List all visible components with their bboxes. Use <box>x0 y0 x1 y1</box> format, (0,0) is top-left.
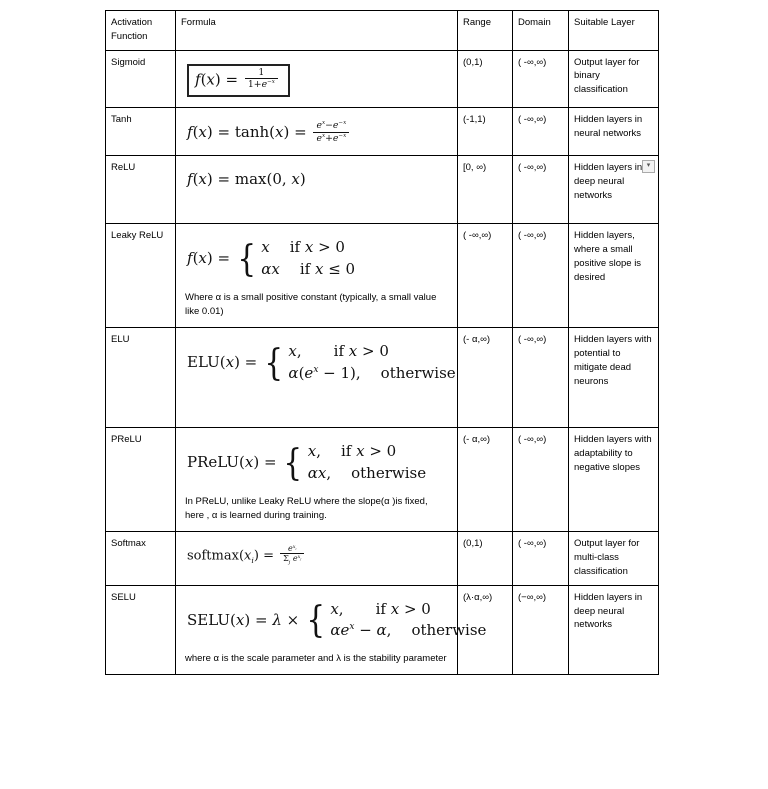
header-suitable-layer: Suitable Layer <box>569 11 659 51</box>
cell-range: (- α,∞) <box>458 328 513 428</box>
formula-relu: f(x) = max(0, x) <box>187 170 306 189</box>
formula-tanh: f(x) = tanh(x) = $\frac{e^x-e^{-x}}{e^x+e^{-x}}$ <box>187 121 452 145</box>
cell-suitable-layer <box>569 156 659 224</box>
header-formula: Formula <box>176 11 458 51</box>
cell-domain: ( -∞,∞) <box>513 328 569 428</box>
cell-suitable-layer: Hidden layers in neural networks <box>569 108 659 156</box>
formula-softmax: $softmax(x_i)$ = $\frac{e^{x_i}}{\Sigma_j e^{x_j}}$ <box>187 545 452 567</box>
table-row <box>106 585 659 675</box>
cell-suitable-layer: Output layer for binary classification <box>569 50 659 108</box>
cell-formula-softmax <box>176 532 458 585</box>
cell-function-name: Tanh <box>106 108 176 156</box>
formula-highlight-box: f(x) = $\frac{1}{1+e^{-x}}$ <box>187 64 290 98</box>
cell-domain: (−∞,∞) <box>513 585 569 675</box>
cell-domain: ( -∞,∞) <box>513 532 569 585</box>
cell-range: (0,1) <box>458 532 513 585</box>
cell-formula-prelu <box>176 428 458 532</box>
formula-leaky-relu: f(x) = { x if x > 0 αx if x ≤ 0 <box>187 237 356 281</box>
cell-function-name: Softmax <box>106 532 176 585</box>
cell-function-name: Leaky ReLU <box>106 224 176 328</box>
formula-sigmoid <box>187 64 452 98</box>
formula-note: In PReLU, unlike Leaky ReLU where the slope(α )is fixed, here , α is learned during training. <box>185 495 428 522</box>
formula-elu: ELU(x) = { x, if x > 0 $\alpha(e^x - 1)$, otherwise <box>187 341 456 385</box>
cell-function-name: SELU <box>106 585 176 675</box>
cell-range: (0,1) <box>458 50 513 108</box>
table-row <box>106 224 659 328</box>
table-header-row <box>106 11 659 51</box>
table-row <box>106 532 659 585</box>
cell-function-name: ELU <box>106 328 176 428</box>
activation-functions-table <box>105 10 659 675</box>
cell-range: (- α,∞) <box>458 428 513 532</box>
cell-formula-elu <box>176 328 458 428</box>
cell-suitable-layer: Hidden layers with adaptability to negative slopes <box>569 428 659 532</box>
table-row <box>106 108 659 156</box>
formula-note: where α is the scale parameter and λ is the stability parameter <box>185 653 447 665</box>
table-row <box>106 328 659 428</box>
cell-suitable-layer: Output layer for multi-class classification <box>569 532 659 585</box>
cell-domain: ( -∞,∞) <box>513 224 569 328</box>
table-row <box>106 428 659 532</box>
table-row <box>106 50 659 108</box>
header-domain: Domain <box>513 11 569 51</box>
cell-formula-sigmoid <box>176 50 458 108</box>
cell-domain: ( -∞,∞) <box>513 50 569 108</box>
cell-formula-relu <box>176 156 458 224</box>
cell-range: (-1,1) <box>458 108 513 156</box>
chevron-down-icon[interactable]: ▾ <box>642 160 655 173</box>
cell-formula-tanh <box>176 108 458 156</box>
cell-suitable-layer: Hidden layers in deep neural networks <box>569 585 659 675</box>
cell-range: (λ·α,∞) <box>458 585 513 675</box>
cell-function-name: Sigmoid <box>106 50 176 108</box>
cell-function-name: PReLU <box>106 428 176 532</box>
table-row <box>106 156 659 224</box>
cell-range: ( -∞,∞) <box>458 224 513 328</box>
formula-note: Where α is a small positive constant (typically, a small value like 0.01) <box>185 291 437 318</box>
cell-suitable-layer: Hidden layers, where a small positive slope is desired <box>569 224 659 328</box>
formula-selu: SELU(x) = λ × { x, if x > 0 $\alpha e^x - \alpha$, otherwise <box>187 598 487 642</box>
cell-domain: ( -∞,∞) <box>513 156 569 224</box>
cell-suitable-layer: Hidden layers with potential to mitigate dead neurons <box>569 328 659 428</box>
header-range: Range <box>458 11 513 51</box>
cell-formula-leaky-relu <box>176 224 458 328</box>
header-activation-function: Activation Function <box>106 11 176 51</box>
formula-prelu: PReLU(x) = { x, if x > 0 αx, otherwise <box>187 441 427 485</box>
suitable-layer-text: Hidden layers in deep neural networks <box>574 162 643 201</box>
cell-range: [0, ∞) <box>458 156 513 224</box>
cell-domain: ( -∞,∞) <box>513 428 569 532</box>
cell-function-name: ReLU <box>106 156 176 224</box>
cell-domain: ( -∞,∞) <box>513 108 569 156</box>
